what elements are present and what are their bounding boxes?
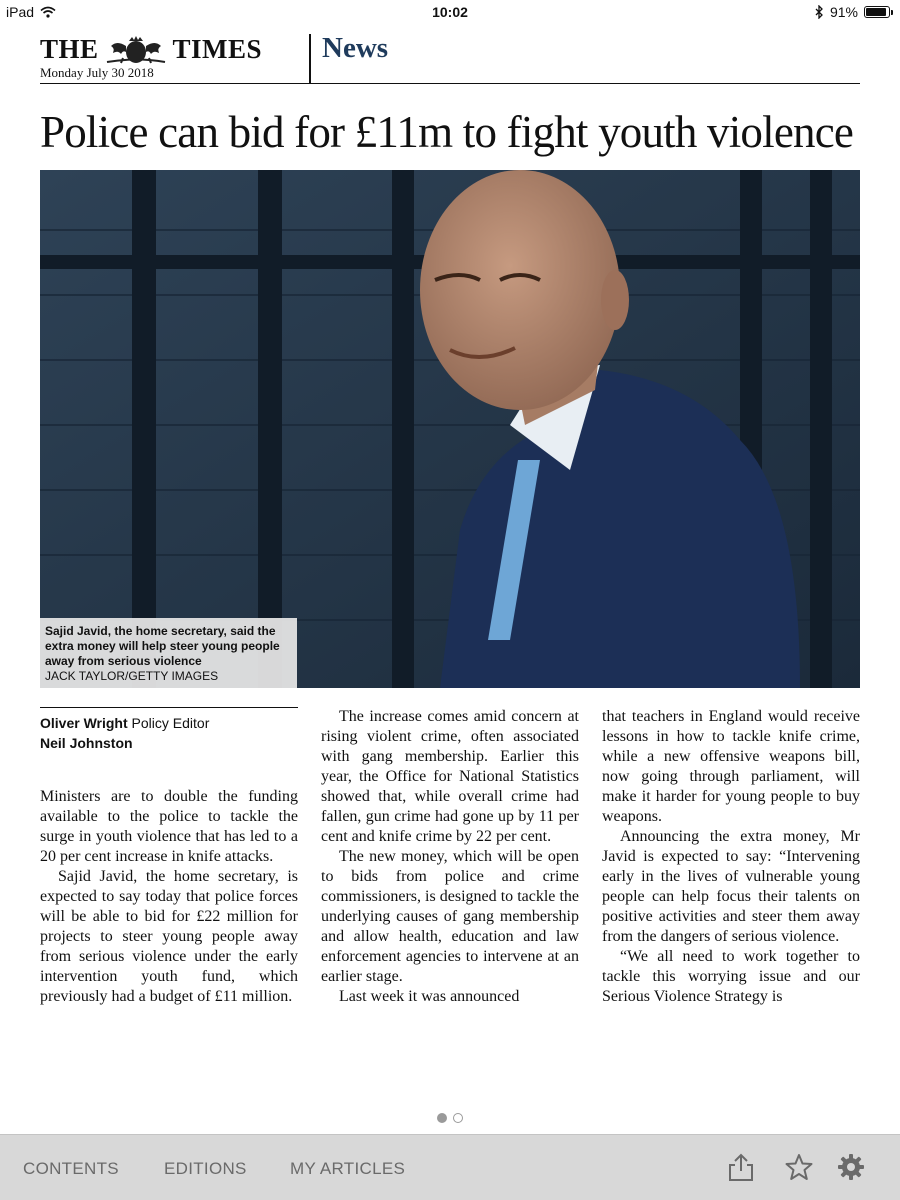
device-name: iPad <box>6 4 35 20</box>
battery-fill <box>866 8 886 16</box>
contents-tab[interactable]: CONTENTS <box>23 1159 119 1178</box>
page-dot-2[interactable] <box>453 1113 463 1123</box>
article-paragraph: Announcing the extra money, Mr Javid is expected to say: “Intervening early in the lives of vulnerable young people can help focus their talents on positive activities and steer them away from the dangers of serious violence. <box>602 828 860 945</box>
star-icon[interactable] <box>784 1152 814 1182</box>
author-line <box>40 713 298 733</box>
my-articles-tab[interactable]: MY ARTICLES <box>290 1159 406 1178</box>
byline <box>40 707 298 753</box>
article-column-2 <box>321 707 579 1007</box>
photo-caption <box>40 618 297 688</box>
article-paragraph: “We all need to work together to tackle this worrying issue and our Serious Violence Strategy is <box>602 948 860 1005</box>
article-headline: Police can bid for £11m to fight youth violence <box>40 107 854 157</box>
article-paragraph: that teachers in England would receive lessons in how to tackle knife crime, while a new offensive weapons bill, now going through parliament, will make it harder for young people to buy weapons. <box>602 708 860 825</box>
editions-tab[interactable]: EDITIONS <box>164 1159 247 1178</box>
author-line <box>40 733 298 753</box>
page-indicator[interactable] <box>0 1113 900 1123</box>
status-bar <box>0 0 900 26</box>
logo-times: TIMES <box>172 34 263 64</box>
masthead-divider <box>309 34 311 84</box>
masthead <box>40 32 860 84</box>
article-paragraph: The increase comes amid concern at rising violent crime, often associated with gang membership. Earlier this year, the Office for National Statistics showed that, while overall crime had fallen, gun crime had gone up by 11 per cent and knife crime by 22 per cent. <box>321 708 579 845</box>
article-paragraph: The new money, which will be open to bids from police and crime commissioners, is designed to tackle the underlying causes of gang membership and allow health, education and law enforcement agencies to intervene at an earlier stage. <box>321 848 579 985</box>
status-time: 10:02 <box>432 4 468 20</box>
gear-icon[interactable] <box>836 1152 866 1182</box>
status-left <box>6 4 56 20</box>
article-column-1 <box>40 787 298 1007</box>
times-logo[interactable] <box>40 34 262 65</box>
section-title: News <box>322 32 389 64</box>
wifi-icon <box>40 6 56 18</box>
bottom-toolbar <box>0 1134 900 1200</box>
status-right <box>815 4 890 20</box>
photo-credit: JACK TAYLOR/GETTY IMAGES <box>45 669 219 683</box>
article-photo[interactable] <box>40 170 860 688</box>
share-icon[interactable] <box>726 1152 756 1182</box>
author-name: Oliver Wright <box>40 715 128 731</box>
article-column-3 <box>602 707 860 1007</box>
photo-illustration <box>40 170 860 688</box>
edition-date: Monday July 30 2018 <box>40 65 154 80</box>
page-dot-1[interactable] <box>437 1113 447 1123</box>
article-paragraph: Last week it was announced <box>339 988 520 1005</box>
article-paragraph: Sajid Javid, the home secretary, is expected to say today that police forces will be able to bid for £22 million for projects to steer young people away from serious violence under the early intervention youth fund, which previously had a budget of £11 million. <box>40 868 298 1005</box>
caption-text: Sajid Javid, the home secretary, said the extra money will help steer young people away from serious violence <box>45 624 280 668</box>
battery-icon <box>864 6 890 18</box>
logo-the: THE <box>40 34 99 64</box>
article-paragraph: Ministers are to double the funding available to the police to tackle the surge in youth violence that has led to a 20 per cent increase in knife attacks. <box>40 788 298 865</box>
bluetooth-icon <box>815 5 824 19</box>
battery-percent: 91% <box>829 4 858 20</box>
author-role: Policy Editor <box>131 715 210 731</box>
royal-crest-icon <box>103 36 169 64</box>
author-name: Neil Johnston <box>40 735 133 751</box>
